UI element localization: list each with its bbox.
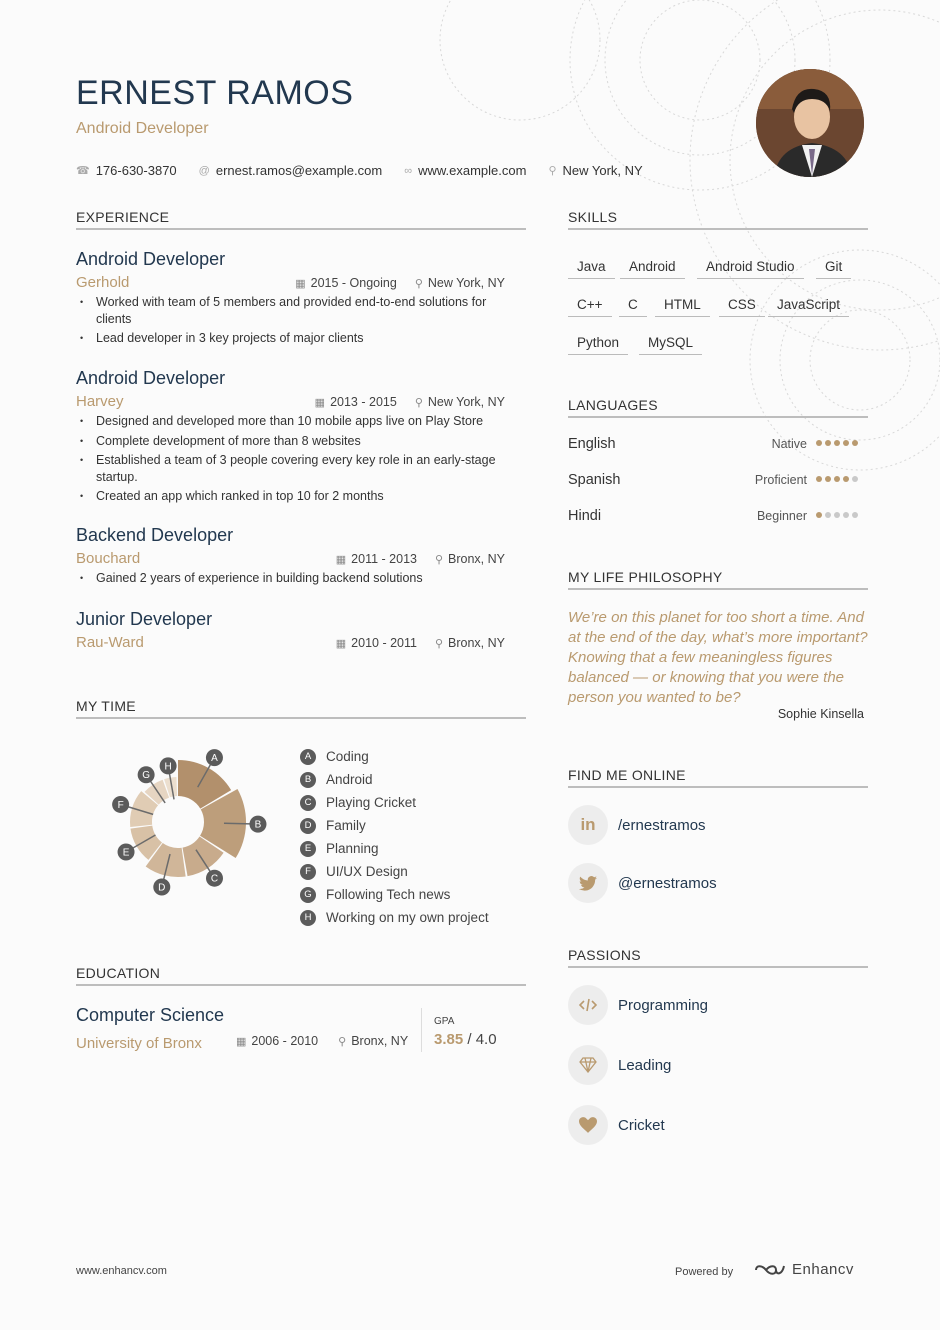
- rating-dot: [843, 440, 849, 446]
- calendar-icon: ▦: [236, 1036, 247, 1048]
- job-title: Junior Developer: [76, 609, 213, 629]
- time-badge-letter: D: [158, 882, 166, 894]
- location-pin-icon: ⚲: [414, 397, 423, 409]
- my-time-legend: [300, 745, 489, 929]
- time-badge-letter: F: [117, 799, 124, 811]
- legend-item: [300, 791, 489, 814]
- language-name: English: [568, 436, 616, 452]
- job-title: Backend Developer: [76, 525, 234, 545]
- rating-dot: [816, 512, 822, 518]
- skill-tag: Android Studio: [697, 254, 804, 279]
- rating-dot: [852, 512, 858, 518]
- skills-section-title: SKILLS: [568, 209, 618, 225]
- language-rating: [816, 440, 858, 446]
- rating-dot: [825, 440, 831, 446]
- language-name: Spanish: [568, 472, 621, 488]
- location-text: New York, NY: [562, 163, 643, 178]
- legend-item: [300, 837, 489, 860]
- twitter-icon: [568, 863, 608, 903]
- skill-tag: Python: [568, 330, 628, 355]
- skill-tag: MySQL: [639, 330, 702, 355]
- skill-tag: Android: [620, 254, 685, 279]
- experience-divider: [76, 228, 526, 230]
- skill-tag: JavaScript: [768, 292, 849, 317]
- job-bullet: • Designed and developed more than 10 mobile apps live on Play Store: [76, 413, 506, 430]
- skill-tag: CSS: [719, 292, 765, 317]
- company-name: Bouchard: [76, 550, 141, 567]
- job-dates: 2013 - 2015: [330, 395, 397, 409]
- rating-dot: [834, 476, 840, 482]
- gpa-score: 3.85: [434, 1031, 464, 1048]
- edu-dates: 2006 - 2010: [251, 1034, 319, 1048]
- edu-location: Bronx, NY: [351, 1034, 409, 1048]
- rating-dot: [834, 440, 840, 446]
- calendar-icon: ▦: [335, 638, 347, 650]
- company-name: Harvey: [76, 393, 124, 410]
- legend-badge: H: [300, 910, 316, 926]
- legend-badge: G: [300, 887, 316, 903]
- legend-label: Coding: [326, 749, 369, 764]
- email-text: ernest.ramos@example.com: [215, 163, 383, 178]
- legend-item: [300, 745, 489, 768]
- phone-text: 176-630-3870: [95, 163, 177, 178]
- my-time-divider: [76, 717, 526, 719]
- calendar-icon: ▦: [335, 554, 347, 566]
- job-bullet: • Created an app which ranked in top 10 for 2 months: [76, 488, 506, 505]
- job-location: New York, NY: [427, 276, 505, 290]
- gpa-separator: /: [463, 1031, 476, 1048]
- philosophy-quote: We’re on this planet for too short a time. And at the end of the day, what’s more important? Knowing that a few meaningless figures balanced — or knowing that you were the person you wanted to be?: [568, 609, 868, 706]
- passions-section-title: PASSIONS: [568, 947, 641, 963]
- rating-dot: [852, 476, 858, 482]
- passions-divider: [568, 966, 868, 968]
- online-handle: @ernestramos: [618, 874, 717, 892]
- legend-badge: C: [300, 795, 316, 811]
- language-name: Hindi: [568, 508, 602, 524]
- location-pin-icon: ⚲: [338, 1036, 347, 1048]
- brand-name: Enhancv: [792, 1261, 854, 1278]
- legend-item: [300, 906, 489, 929]
- contact-location: [548, 163, 642, 178]
- website-text: www.example.com: [418, 163, 527, 178]
- online-divider: [568, 786, 868, 788]
- legend-badge: A: [300, 749, 316, 765]
- my-time-wheel-chart: [80, 730, 270, 910]
- diamond-icon: [568, 1045, 608, 1085]
- job-dates: 2010 - 2011: [351, 636, 417, 650]
- rating-dot: [825, 476, 831, 482]
- time-badge-letter: H: [164, 761, 172, 773]
- phone-icon: ☎: [76, 165, 90, 177]
- candidate-role: Android Developer: [76, 120, 209, 137]
- passion-label: Cricket: [618, 1116, 665, 1134]
- contact-email[interactable]: [199, 163, 383, 178]
- legend-badge: B: [300, 772, 316, 788]
- location-pin-icon: ⚲: [548, 165, 557, 177]
- rating-dot: [852, 440, 858, 446]
- experience-entry: [76, 525, 526, 590]
- legend-badge: E: [300, 841, 316, 857]
- language-level: Proficient: [754, 473, 807, 487]
- linkedin-icon: [568, 805, 608, 845]
- code-icon: [568, 985, 608, 1025]
- legend-label: Working on my own project: [326, 910, 489, 925]
- legend-label: Following Tech news: [326, 887, 451, 902]
- rating-dot: [843, 512, 849, 518]
- link-icon: ∞: [404, 164, 413, 177]
- legend-badge: D: [300, 818, 316, 834]
- job-bullet: • Gained 2 years of experience in building backend solutions: [76, 570, 506, 587]
- job-location: Bronx, NY: [448, 552, 505, 566]
- education-section-title: EDUCATION: [76, 965, 161, 981]
- rating-dot: [843, 476, 849, 482]
- legend-item: [300, 860, 489, 883]
- rating-dot: [825, 512, 831, 518]
- skill-tag: Java: [568, 254, 615, 279]
- language-level: Native: [771, 437, 807, 451]
- online-link-linkedin[interactable]: [568, 805, 706, 845]
- job-bullet: • Established a team of 3 people covering every key role in an early-stage startup.: [76, 452, 506, 485]
- languages-section-title: LANGUAGES: [568, 397, 658, 413]
- gpa-divider: [421, 1008, 422, 1052]
- linkedin-glyph: in: [580, 815, 596, 834]
- at-icon: @: [198, 164, 210, 177]
- philosophy-divider: [568, 588, 868, 590]
- language-rating: [816, 476, 858, 482]
- job-dates: 2015 - Ongoing: [310, 276, 397, 290]
- company-name: Gerhold: [76, 274, 130, 291]
- passion-label: Leading: [618, 1056, 672, 1074]
- location-pin-icon: ⚲: [434, 638, 444, 650]
- heart-icon: [568, 1105, 608, 1145]
- passion-item: [568, 1105, 665, 1145]
- enhancv-logo-icon: [754, 1262, 786, 1278]
- legend-badge: F: [300, 864, 316, 880]
- job-location: Bronx, NY: [448, 636, 505, 650]
- online-handle: /ernestramos: [618, 816, 706, 834]
- gpa-max: 4.0: [475, 1031, 497, 1048]
- time-badge-letter: C: [210, 873, 219, 885]
- experience-section-title: EXPERIENCE: [76, 209, 170, 225]
- time-badge-letter: G: [142, 770, 151, 782]
- legend-item: [300, 814, 489, 837]
- rating-dot: [816, 440, 822, 446]
- skill-tag: HTML: [655, 292, 710, 317]
- job-dates: 2011 - 2013: [351, 552, 417, 566]
- calendar-icon: ▦: [295, 278, 306, 290]
- location-pin-icon: ⚲: [414, 278, 423, 290]
- time-badge-letter: E: [122, 847, 130, 859]
- contact-info: [76, 163, 643, 178]
- language-level: Beginner: [756, 509, 807, 523]
- education-divider: [76, 984, 526, 986]
- job-location: New York, NY: [427, 395, 505, 409]
- legend-label: Planning: [326, 841, 379, 856]
- online-link-twitter[interactable]: [568, 863, 717, 903]
- gpa-label: GPA: [434, 1016, 455, 1027]
- quote-author: Sophie Kinsella: [777, 707, 864, 721]
- school-name: University of Bronx: [76, 1035, 202, 1052]
- legend-label: Family: [326, 818, 366, 833]
- experience-entry: [76, 249, 526, 350]
- languages-divider: [568, 416, 868, 418]
- skills-divider: [568, 228, 868, 230]
- legend-label: Android: [326, 772, 373, 787]
- legend-item: [300, 768, 489, 791]
- language-rating: [816, 512, 858, 518]
- my-time-section-title: MY TIME: [76, 698, 136, 714]
- legend-label: Playing Cricket: [326, 795, 417, 810]
- passion-item: [568, 1045, 671, 1085]
- candidate-name: ERNEST RAMOS: [76, 74, 354, 112]
- experience-entry: [76, 609, 526, 654]
- location-pin-icon: ⚲: [434, 554, 444, 566]
- powered-by-label: Powered by: [675, 1266, 734, 1278]
- philosophy-section-title: MY LIFE PHILOSOPHY: [568, 569, 723, 585]
- job-title: Android Developer: [76, 249, 226, 269]
- rating-dot: [834, 512, 840, 518]
- job-bullet: • Lead developer in 3 key projects of major clients: [76, 330, 506, 347]
- calendar-icon: ▦: [314, 397, 326, 409]
- footer-url[interactable]: www.enhancv.com: [76, 1265, 167, 1277]
- job-title: Android Developer: [76, 368, 226, 388]
- passion-label: Programming: [618, 996, 709, 1014]
- legend-label: UI/UX Design: [326, 864, 408, 879]
- legend-item: [300, 883, 489, 906]
- brand-logo[interactable]: [754, 1261, 854, 1278]
- gpa-value: [434, 1031, 497, 1048]
- online-section-title: FIND ME ONLINE: [568, 767, 686, 783]
- skill-tag: Git: [816, 254, 851, 279]
- time-badge-letter: B: [254, 819, 262, 831]
- experience-entry: [76, 368, 526, 508]
- company-name: Rau-Ward: [76, 634, 144, 651]
- job-bullet: • Complete development of more than 8 websites: [76, 433, 506, 450]
- contact-website[interactable]: [404, 163, 526, 178]
- avatar: [756, 69, 864, 177]
- skill-tag: C: [619, 292, 647, 317]
- passion-item: [568, 985, 708, 1025]
- rating-dot: [816, 476, 822, 482]
- skill-tag: C++: [568, 292, 612, 317]
- time-badge-letter: A: [211, 753, 218, 765]
- contact-phone[interactable]: [76, 163, 177, 178]
- degree-title: Computer Science: [76, 1005, 225, 1025]
- job-bullet: • Worked with team of 5 members and provided end-to-end solutions for clients: [76, 294, 506, 327]
